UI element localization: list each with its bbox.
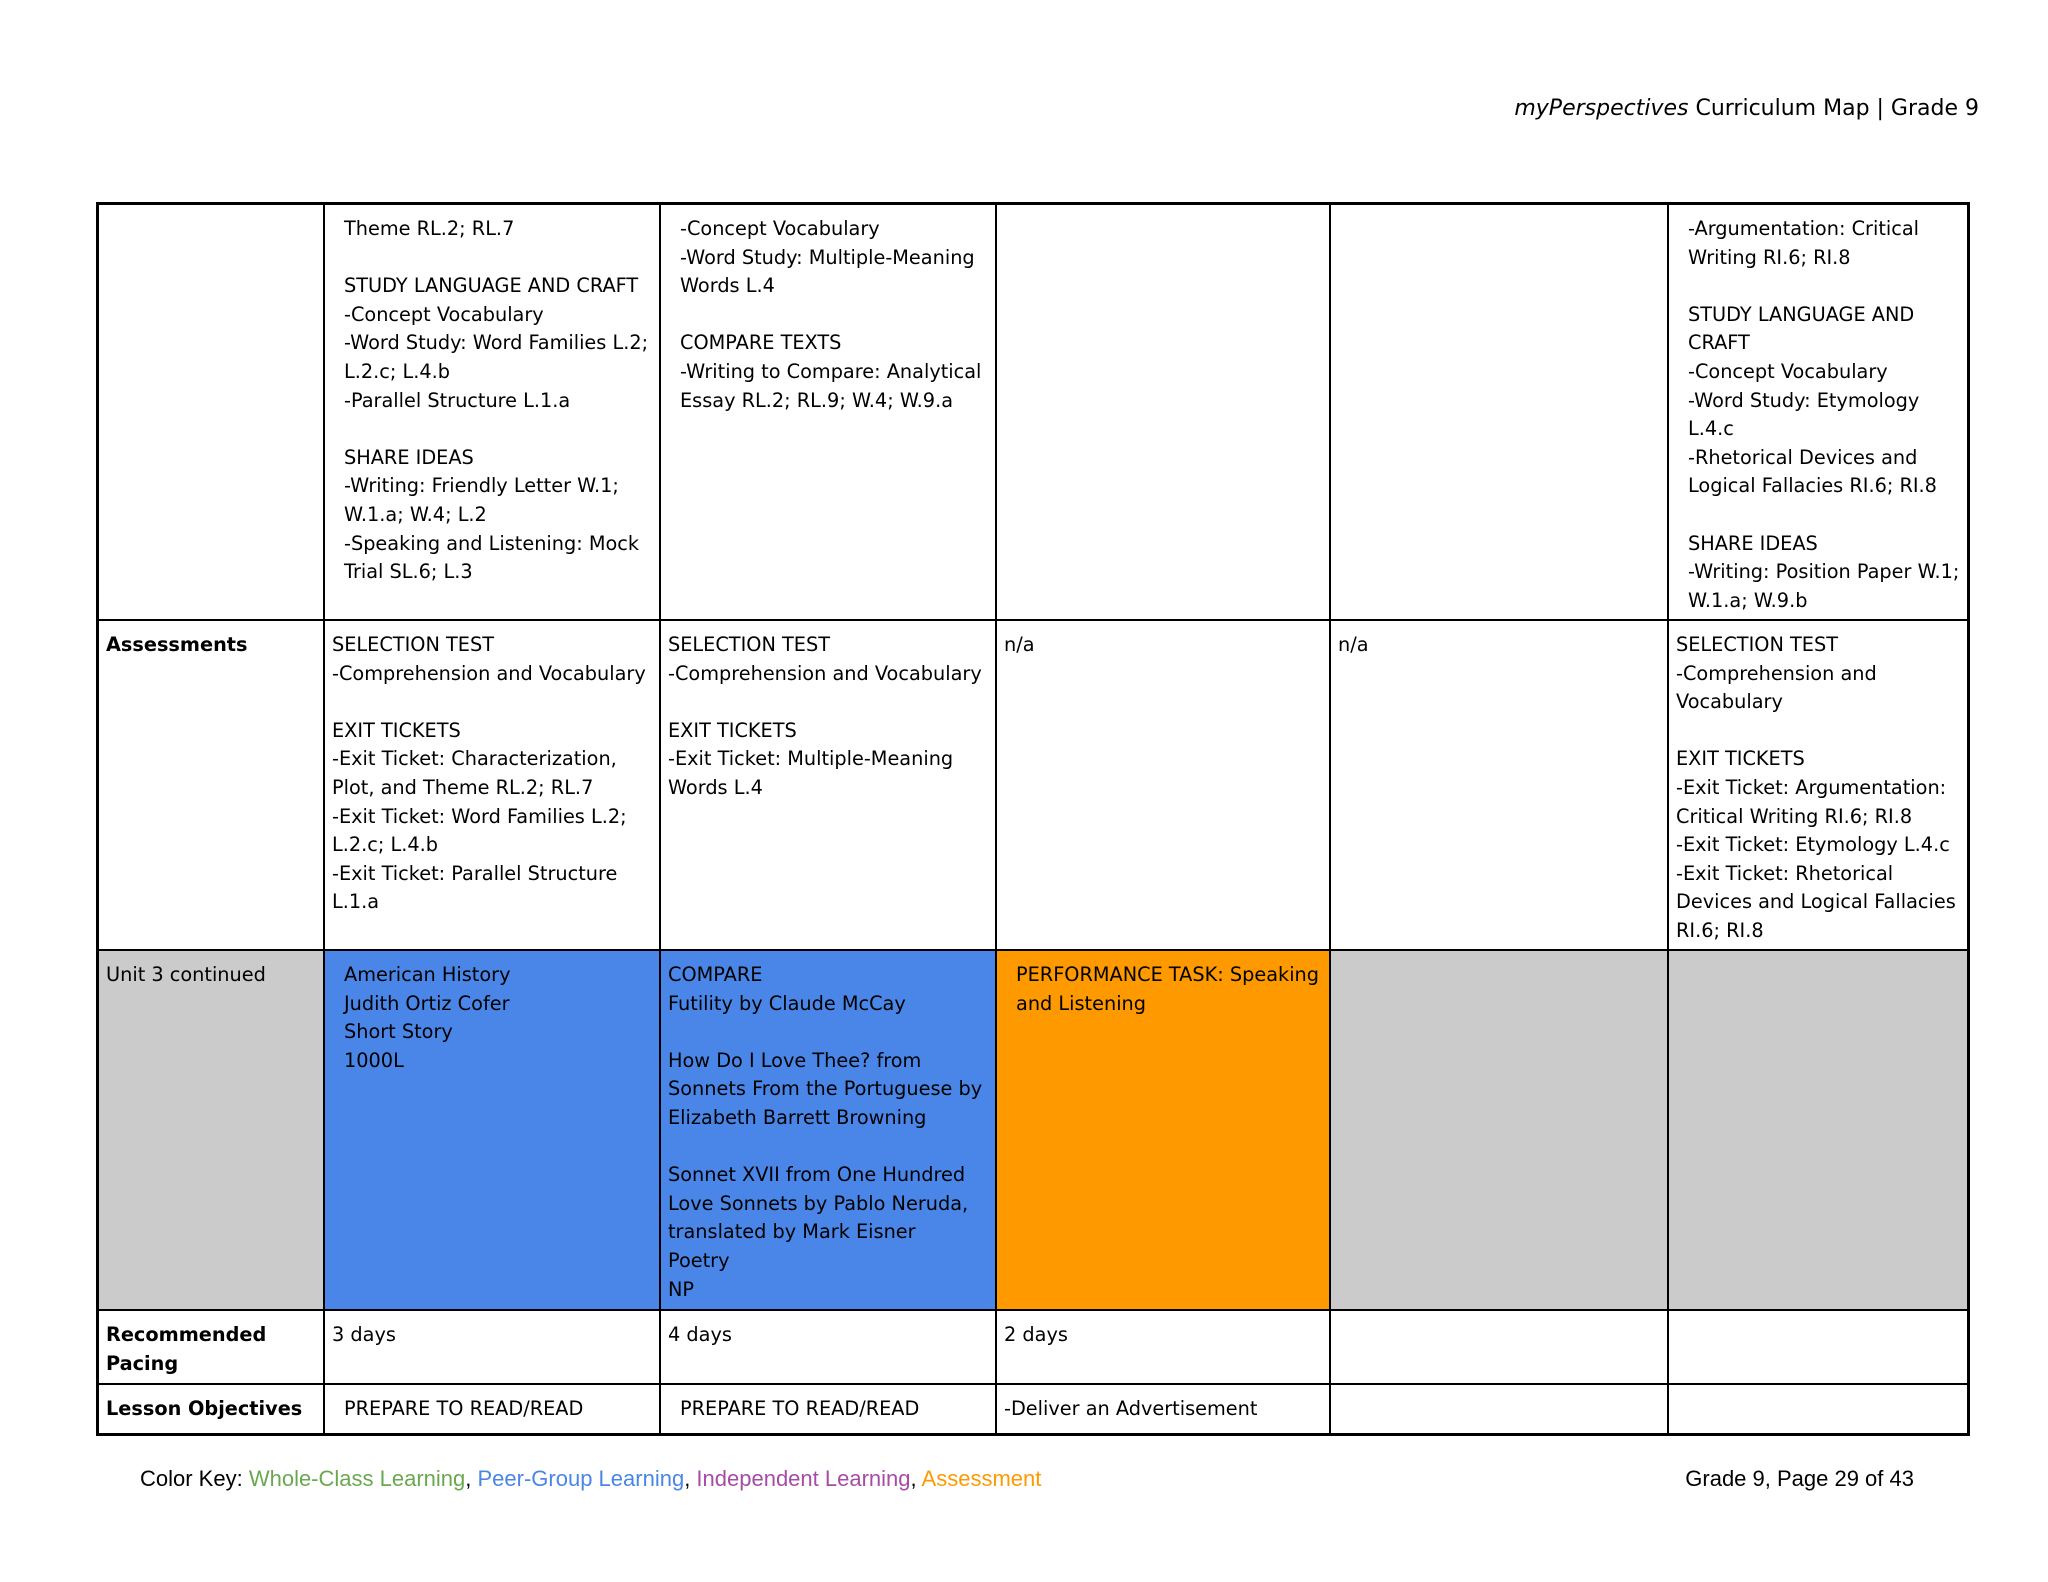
header-title: Curriculum Map | Grade 9 <box>1688 96 1979 121</box>
row-label-assessments: Assessments <box>99 621 325 951</box>
unit-cell-5 <box>1669 951 1967 1311</box>
continuation-cell-1: Theme RL.2; RL.7 STUDY LANGUAGE AND CRAFT -Concept Vocabulary -Word Study: Word Families L.2; L.2.c; L.4.b -Parallel Structure L.1.a SHARE IDEAS -Writing: Friendly Letter W.1; W.1.a; W.4; L.2 -Speaking and Listening: Mock Trial SL.6; L.3 <box>325 205 661 621</box>
pacing-cell-4 <box>1331 1311 1669 1385</box>
assessments-cell-1: SELECTION TEST -Comprehension and Vocabulary EXIT TICKETS -Exit Ticket: Characterization, Plot, and Theme RL.2; RL.7 -Exit Ticket: Word Families L.2; L.2.c; L.4.b -Exit Ticket: Parallel Structure L.1.a <box>325 621 661 951</box>
pacing-cell-5 <box>1669 1311 1967 1385</box>
unit-cell-2: COMPARE Futility by Claude McCay How Do I Love Thee? from Sonnets From the Portuguese by Elizabeth Barrett Browning Sonnet XVII from One Hundred Love Sonnets by Pablo Neruda, translated by Mark Eisner Poetry NP <box>661 951 997 1311</box>
unit-cell-1: American History Judith Ortiz Cofer Short Story 1000L <box>325 951 661 1311</box>
objectives-cell-3: -Deliver an Advertisement <box>997 1385 1331 1433</box>
assessments-cell-2: SELECTION TEST -Comprehension and Vocabulary EXIT TICKETS -Exit Ticket: Multiple-Meaning Words L.4 <box>661 621 997 951</box>
color-key-label: Color Key: <box>140 1466 249 1491</box>
curriculum-table <box>96 202 1970 1436</box>
continuation-cell-5: -Argumentation: Critical Writing RI.6; RI.8 STUDY LANGUAGE AND CRAFT -Concept Vocabulary -Word Study: Etymology L.4.c -Rhetorical Devices and Logical Fallacies RI.6; RI.8 SHARE IDEAS -Writing: Position Paper W.1; W.1.a; W.9.b <box>1669 205 1967 621</box>
objectives-cell-1: PREPARE TO READ/READ <box>325 1385 661 1433</box>
row-label-continuation <box>99 205 325 621</box>
assessments-cell-4: n/a <box>1331 621 1669 951</box>
assessments-cell-5: SELECTION TEST -Comprehension and Vocabulary EXIT TICKETS -Exit Ticket: Argumentation: Critical Writing RI.6; RI.8 -Exit Ticket: Etymology L.4.c -Exit Ticket: Rhetorical Devices and Logical Fallacies RI.6; RI.8 <box>1669 621 1967 951</box>
row-label-objectives: Lesson Objectives <box>99 1385 325 1433</box>
key-whole-class: Whole-Class Learning <box>248 1466 466 1491</box>
objectives-cell-5 <box>1669 1385 1967 1433</box>
page-header <box>1514 96 1979 121</box>
objectives-cell-2: PREPARE TO READ/READ <box>661 1385 997 1433</box>
unit-cell-3: PERFORMANCE TASK: Speaking and Listening <box>997 951 1331 1311</box>
brand-name: myPerspectives <box>1514 96 1689 121</box>
unit-cell-4 <box>1331 951 1669 1311</box>
key-independent: Independent Learning <box>696 1466 911 1491</box>
pacing-cell-2: 4 days <box>661 1311 997 1385</box>
pacing-cell-3: 2 days <box>997 1311 1331 1385</box>
objectives-cell-4 <box>1331 1385 1669 1433</box>
pacing-cell-1: 3 days <box>325 1311 661 1385</box>
continuation-cell-3 <box>997 205 1331 621</box>
color-key: Color Key: Whole-Class Learning, Peer-Group Learning, Independent Learning, Assessment <box>140 1466 1042 1491</box>
row-label-unit: Unit 3 continued <box>99 951 325 1311</box>
key-peer-group: Peer-Group Learning <box>477 1466 685 1491</box>
continuation-cell-2: -Concept Vocabulary -Word Study: Multiple-Meaning Words L.4 COMPARE TEXTS -Writing to Compare: Analytical Essay RL.2; RL.9; W.4; W.9.a <box>661 205 997 621</box>
page-number: Grade 9, Page 29 of 43 <box>1685 1466 1914 1491</box>
continuation-cell-4 <box>1331 205 1669 621</box>
row-label-pacing: Recommended Pacing <box>99 1311 325 1385</box>
key-assessment: Assessment <box>921 1466 1042 1491</box>
assessments-cell-3: n/a <box>997 621 1331 951</box>
